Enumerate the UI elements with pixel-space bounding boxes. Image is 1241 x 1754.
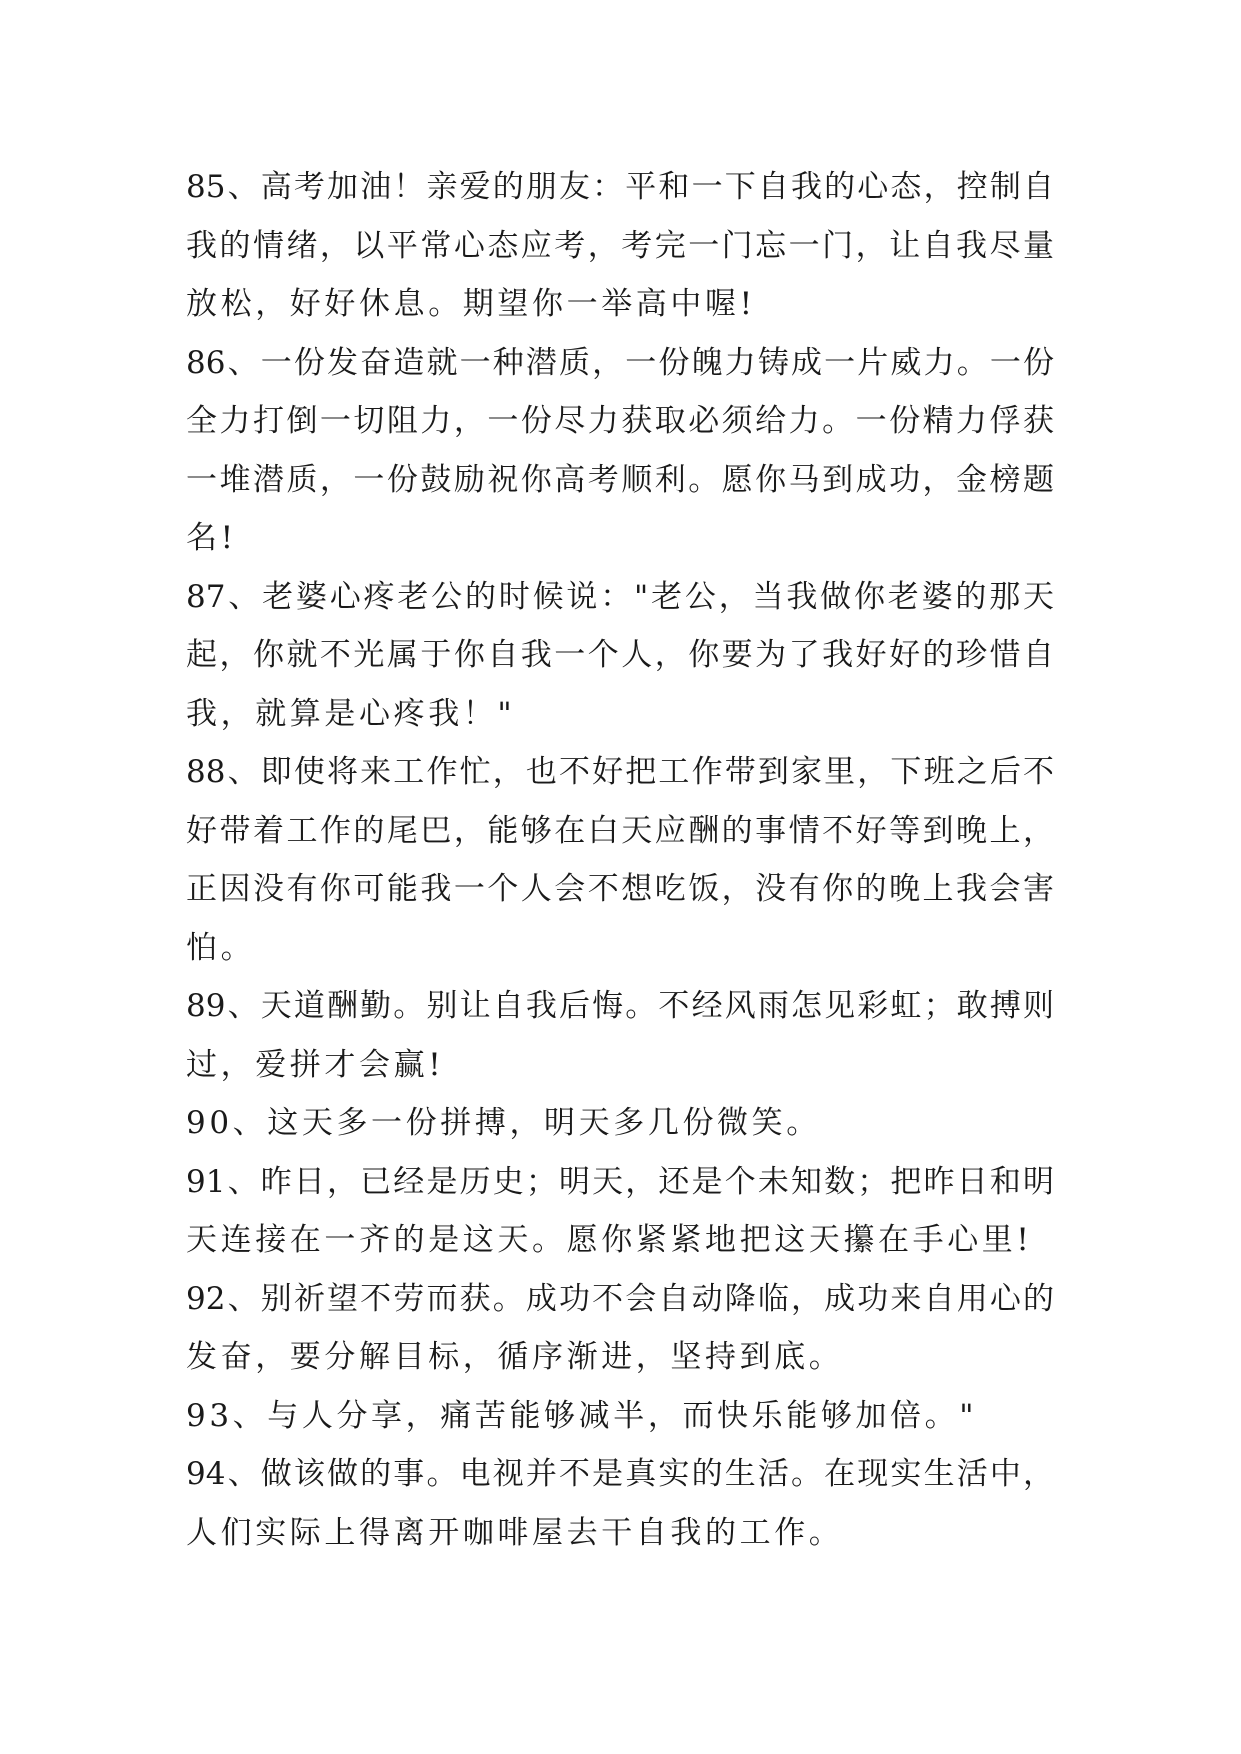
entry-89 [186,977,1054,1094]
text-line: 放松，好好休息。期望你一举高中喔! [186,286,756,322]
entry-91 [186,1153,1054,1270]
text-line: 全力打倒一切阻力，一份尽力获取必须给力。一份精力俘获 [186,403,1054,439]
entry-86 [186,334,1054,568]
text-line: 怕。 [186,929,256,966]
entry-94 [186,1445,1054,1562]
text-line: 名! [186,520,237,556]
document-body [186,158,1054,1562]
text-line: 过，爱拼才会赢! [186,1046,445,1083]
text-line: 一堆潜质，一份鼓励祝你高考顺利。愿你马到成功，金榜题 [186,461,1054,498]
text-line: 正因没有你可能我一个人会不想吃饭，没有你的晚上我会害 [186,871,1054,907]
text-line: 87、老婆心疼老公的时候说："老公，当我做你老婆的那天 [186,578,1054,615]
text-line: 发奋，要分解目标，循序渐进，坚持到底。 [186,1339,844,1375]
text-line: 85、高考加油！亲爱的朋友：平和一下自我的心态，控制自 [186,169,1054,205]
text-line: 88、即使将来工作忙，也不好把工作带到家里，下班之后不 [186,754,1054,790]
text-line: 86、一份发奋造就一种潜质，一份魄力铸成一片威力。一份 [186,344,1054,381]
entry-90 [186,1094,1054,1153]
entry-93 [186,1387,1054,1446]
text-line: 人们实际上得离开咖啡屋去干自我的工作。 [186,1514,844,1551]
text-line: 94、做该做的事。电视并不是真实的生活。在现实生活中， [186,1456,1054,1492]
entry-92 [186,1270,1054,1387]
entry-85 [186,158,1054,334]
text-line: 好带着工作的尾巴，能够在白天应酬的事情不好等到晚上， [186,812,1054,849]
text-line: 93、与人分享，痛苦能够减半，而快乐能够加倍。" [186,1397,978,1434]
text-line: 我的情绪，以平常心态应考，考完一门忘一门，让自我尽量 [186,227,1054,264]
text-line: 92、别祈望不劳而获。成功不会自动降临，成功来自用心的 [186,1280,1054,1317]
entry-88 [186,743,1054,977]
text-line: 90、这天多一份拼搏，明天多几份微笑。 [186,1105,821,1141]
text-line: 91、昨日，已经是历史；明天，还是个未知数；把昨日和明 [186,1163,1054,1200]
entry-87 [186,568,1054,744]
text-line: 89、天道酬勤。别让自我后悔。不经风雨怎见彩虹；敢搏则 [186,988,1054,1024]
text-line: 天连接在一齐的是这天。愿你紧紧地把这天攥在手心里! [186,1222,1033,1258]
text-line: 我，就算是心疼我！" [186,695,516,732]
text-line: 起，你就不光属于你自我一个人，你要为了我好好的珍惜自 [186,637,1054,673]
